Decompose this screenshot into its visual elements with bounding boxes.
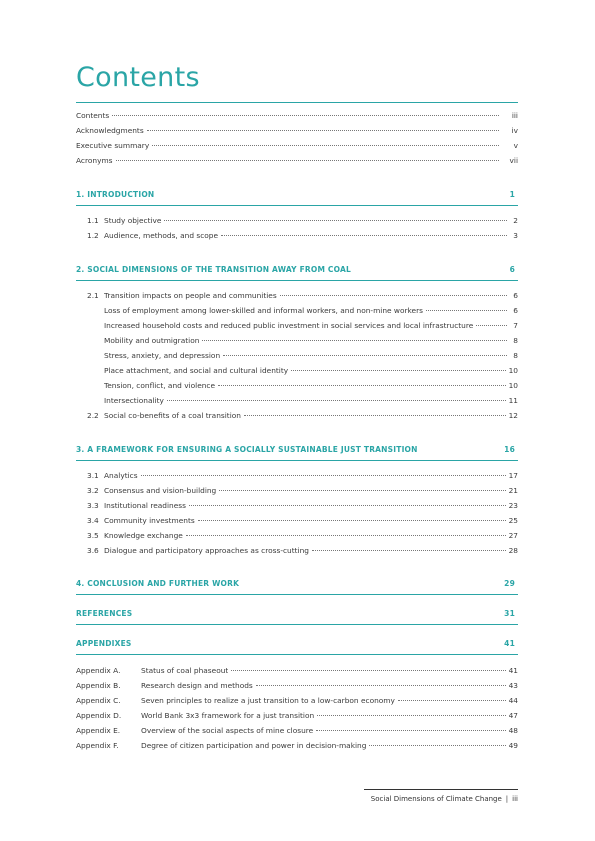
toc-entry-number: 1.1 <box>87 216 99 225</box>
toc-subentry[interactable] <box>76 336 518 351</box>
appendix-entries <box>76 666 518 756</box>
section-title: APPENDIXES <box>76 638 132 648</box>
toc-entry-page: 12 <box>508 411 518 420</box>
toc-entry-page: 41 <box>508 666 518 675</box>
toc-entry-page: 7 <box>513 321 518 330</box>
toc-entry-page: v <box>513 141 518 150</box>
section-heading-conclusion[interactable] <box>76 573 518 595</box>
toc-entry-label: Acronyms <box>76 156 113 165</box>
section-heading-references[interactable] <box>76 603 518 625</box>
toc-entry-label: Study objective <box>104 216 162 225</box>
toc-entry[interactable] <box>76 231 518 246</box>
dot-leader <box>223 355 507 356</box>
toc-entry-page: 2 <box>513 216 518 225</box>
toc-entry-page: iv <box>511 126 518 135</box>
toc-entry-page: 49 <box>508 741 518 750</box>
toc-entry[interactable] <box>76 486 518 501</box>
toc-entry-label: Audience, methods, and scope <box>104 231 219 240</box>
section-2-entries <box>76 291 518 426</box>
dot-leader <box>198 520 506 521</box>
dot-leader <box>164 220 507 221</box>
section-page: 6 <box>509 264 515 274</box>
toc-entry-number: 3.2 <box>87 486 99 495</box>
dot-leader <box>186 535 506 536</box>
appendix-number: Appendix C. <box>76 696 121 705</box>
toc-entry-label: Acknowledgments <box>76 126 144 135</box>
toc-entry[interactable] <box>76 291 518 306</box>
toc-entry-label: Transition impacts on people and communities <box>104 291 277 300</box>
appendix-entry[interactable] <box>76 711 518 726</box>
toc-entry-number: 3.1 <box>87 471 99 480</box>
toc-entry-page: 21 <box>508 486 518 495</box>
toc-entry-page: 10 <box>508 366 518 375</box>
section-title: 3. A FRAMEWORK FOR ENSURING A SOCIALLY SUSTAINABLE JUST TRANSITION <box>76 444 418 454</box>
toc-entry-number: 2.2 <box>87 411 99 420</box>
section-1-entries <box>76 216 518 246</box>
appendix-number: Appendix D. <box>76 711 122 720</box>
page-footer <box>371 795 518 803</box>
page-title: Contents <box>76 62 200 93</box>
toc-entry-label: Degree of citizen participation and power in decision-making <box>141 741 367 750</box>
appendix-entry[interactable] <box>76 726 518 741</box>
footer-title: Social Dimensions of Climate Change <box>370 795 502 803</box>
appendix-entry[interactable] <box>76 696 518 711</box>
toc-entry-page: 8 <box>513 336 518 345</box>
toc-entry-label: Executive summary <box>76 141 150 150</box>
section-title: 4. CONCLUSION AND FURTHER WORK <box>76 578 240 588</box>
toc-entry-page: 43 <box>508 681 518 690</box>
toc-entry[interactable] <box>76 471 518 486</box>
toc-entry-page: 27 <box>508 531 518 540</box>
dot-leader <box>202 340 507 341</box>
appendix-entry[interactable] <box>76 666 518 681</box>
toc-entry-acknowledgments[interactable] <box>76 126 518 141</box>
section-heading-introduction[interactable] <box>76 184 518 206</box>
toc-entry-page: iii <box>511 111 518 120</box>
section-page: 41 <box>504 638 515 648</box>
toc-entry-label: Mobility and outmigration <box>104 336 200 345</box>
toc-entry-label: Place attachment, and social and cultural identity <box>104 366 289 375</box>
toc-subentry[interactable] <box>76 396 518 411</box>
footer-rule <box>364 789 518 790</box>
appendix-number: Appendix A. <box>76 666 121 675</box>
toc-entry-acronyms[interactable] <box>76 156 518 171</box>
toc-entry-page: 23 <box>508 501 518 510</box>
toc-entry-label: Dialogue and participatory approaches as cross-cutting <box>104 546 309 555</box>
toc-entry-label: Social co-benefits of a coal transition <box>104 411 241 420</box>
appendix-number: Appendix F. <box>76 741 119 750</box>
toc-entry-label: Contents <box>76 111 110 120</box>
toc-entry[interactable] <box>76 216 518 231</box>
toc-entry[interactable] <box>76 516 518 531</box>
dot-leader <box>231 670 505 671</box>
section-heading-appendixes[interactable] <box>76 633 518 655</box>
dot-leader <box>116 160 499 161</box>
appendix-number: Appendix E. <box>76 726 121 735</box>
dot-leader <box>244 415 506 416</box>
toc-entry-label: Stress, anxiety, and depression <box>104 351 221 360</box>
toc-entry-label: Institutional readiness <box>104 501 186 510</box>
toc-entry-page: 10 <box>508 381 518 390</box>
toc-entry-page: 28 <box>508 546 518 555</box>
dot-leader <box>147 130 499 131</box>
toc-entry-label: Intersectionality <box>104 396 164 405</box>
toc-entry-page: 47 <box>508 711 518 720</box>
dot-leader <box>141 475 506 476</box>
dot-leader <box>398 700 506 701</box>
title-rule <box>76 102 518 103</box>
dot-leader <box>312 550 506 551</box>
dot-leader <box>219 490 505 491</box>
dot-leader <box>112 115 499 116</box>
toc-entry-label: Analytics <box>104 471 138 480</box>
toc-entry-label: Community investments <box>104 516 195 525</box>
dot-leader <box>167 400 506 401</box>
dot-leader <box>152 145 499 146</box>
toc-entry-page: 25 <box>508 516 518 525</box>
toc-entry-label: Research design and methods <box>141 681 253 690</box>
toc-subentry[interactable] <box>76 306 518 321</box>
section-title: 2. SOCIAL DIMENSIONS OF THE TRANSITION AWAY FROM COAL <box>76 264 351 274</box>
section-heading-social-dimensions[interactable] <box>76 259 518 281</box>
footer-separator: | <box>505 795 509 803</box>
toc-entry-executive-summary[interactable] <box>76 141 518 156</box>
toc-subentry[interactable] <box>76 321 518 336</box>
toc-entry[interactable] <box>76 411 518 426</box>
front-matter-list <box>76 111 518 171</box>
toc-entry-label: Increased household costs and reduced public investment in social services and local infrastructure <box>104 321 474 330</box>
dot-leader <box>316 730 505 731</box>
toc-entry-number: 3.3 <box>87 501 99 510</box>
toc-subentry[interactable] <box>76 381 518 396</box>
toc-entry-page: 6 <box>513 306 518 315</box>
footer-page-number: iii <box>512 795 518 803</box>
section-page: 16 <box>504 444 515 454</box>
dot-leader <box>221 235 507 236</box>
toc-entry-number: 3.6 <box>87 546 99 555</box>
toc-entry-label: Knowledge exchange <box>104 531 183 540</box>
dot-leader <box>476 325 507 326</box>
appendix-entry[interactable] <box>76 681 518 696</box>
toc-subentry[interactable] <box>76 366 518 381</box>
toc-entry-page: 11 <box>508 396 518 405</box>
toc-entry-contents[interactable] <box>76 111 518 126</box>
dot-leader <box>317 715 505 716</box>
toc-entry-number: 3.4 <box>87 516 99 525</box>
toc-subentry[interactable] <box>76 351 518 366</box>
dot-leader <box>280 295 507 296</box>
toc-entry-page: 48 <box>508 726 518 735</box>
dot-leader <box>218 385 506 386</box>
toc-entry-label: Status of coal phaseout <box>141 666 229 675</box>
section-heading-framework[interactable] <box>76 439 518 461</box>
toc-entry-label: Tension, conflict, and violence <box>104 381 216 390</box>
dot-leader <box>291 370 505 371</box>
toc-entry-label: World Bank 3x3 framework for a just transition <box>141 711 315 720</box>
toc-entry[interactable] <box>76 501 518 516</box>
toc-entry-number: 1.2 <box>87 231 99 240</box>
toc-entry-number: 3.5 <box>87 531 99 540</box>
section-page: 29 <box>504 578 515 588</box>
dot-leader <box>189 505 506 506</box>
toc-entry-page: vii <box>509 156 518 165</box>
dot-leader <box>426 310 507 311</box>
toc-entry-label: Loss of employment among lower-skilled and informal workers, and non-mine workers <box>104 306 423 315</box>
section-3-entries <box>76 471 518 561</box>
dot-leader <box>256 685 506 686</box>
section-page: 31 <box>504 608 515 618</box>
toc-entry-page: 8 <box>513 351 518 360</box>
toc-entry-label: Consensus and vision-building <box>104 486 217 495</box>
appendix-number: Appendix B. <box>76 681 121 690</box>
toc-entry-page: 6 <box>513 291 518 300</box>
toc-entry-label: Overview of the social aspects of mine closure <box>141 726 314 735</box>
toc-entry-page: 3 <box>513 231 518 240</box>
toc-entry[interactable] <box>76 531 518 546</box>
appendix-entry[interactable] <box>76 741 518 756</box>
toc-entry[interactable] <box>76 546 518 561</box>
toc-entry-page: 17 <box>508 471 518 480</box>
toc-entry-page: 44 <box>508 696 518 705</box>
section-page: 1 <box>509 189 515 199</box>
toc-entry-label: Seven principles to realize a just transition to a low-carbon economy <box>141 696 395 705</box>
section-title: 1. INTRODUCTION <box>76 189 155 199</box>
dot-leader <box>369 745 505 746</box>
toc-entry-number: 2.1 <box>87 291 99 300</box>
section-title: REFERENCES <box>76 608 133 618</box>
